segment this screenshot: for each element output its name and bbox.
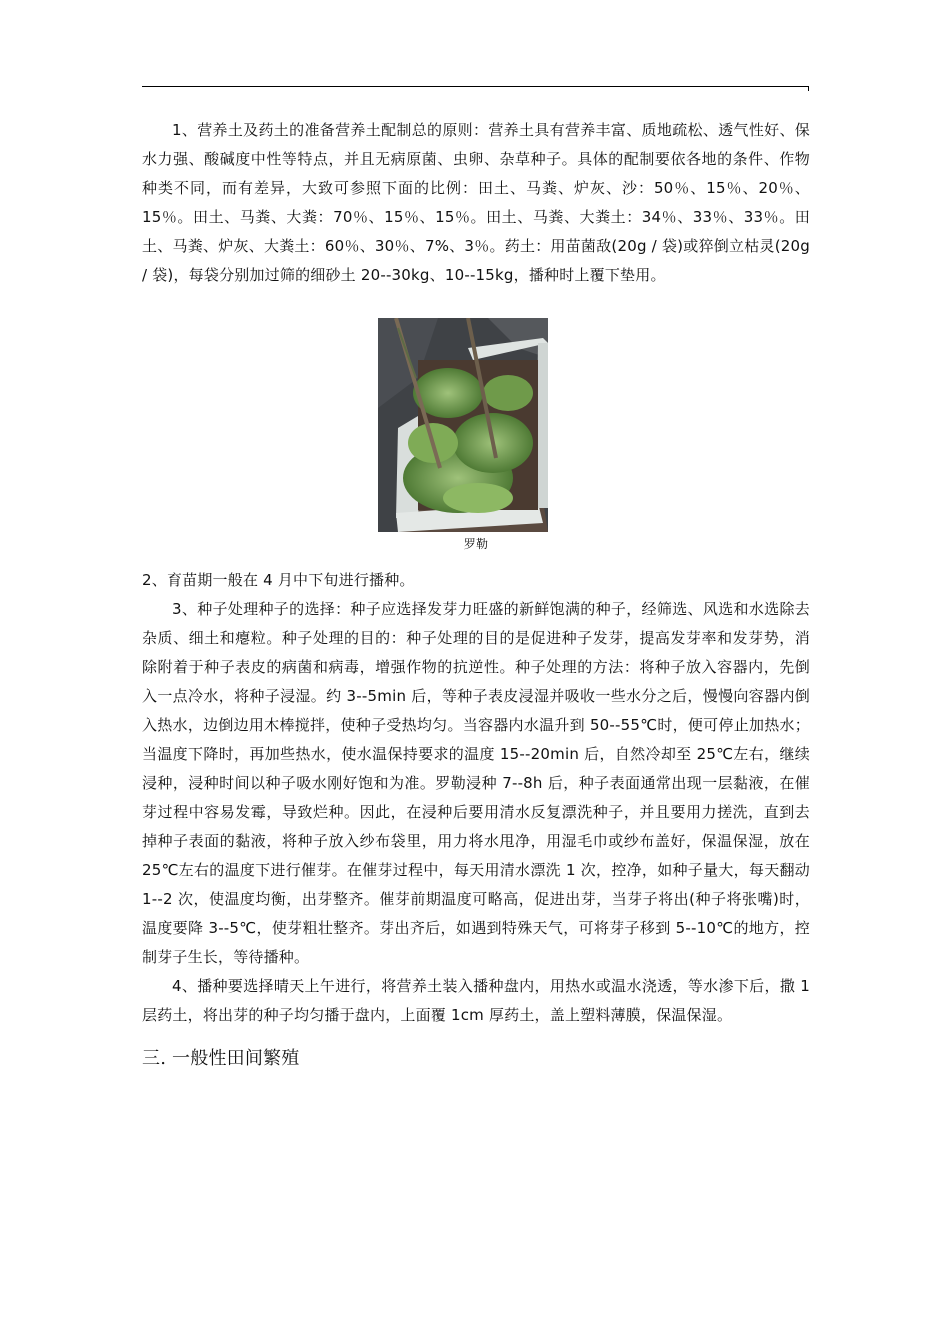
basil-photo: [378, 318, 548, 532]
paragraph-nutrient-soil: 1、营养土及药土的准备营养土配制总的原则：营养土具有营养丰富、质地疏松、透气性好、保水力强、酸碱度中性等特点，并且无病原菌、虫卵、杂草种子。具体的配制要依各地的条件、作物种类不同，而有差异，大致可参照下面的比例：田土、马粪、炉灰、沙：50％、15％、20％、15％。田土、马粪、大粪：70％、15％、15％。田土、马粪、大粪土：34％、33％、33％。田土、马粪、炉灰、大粪土：60％、30％、7%、3％。药土：用苗菌敌(20g / 袋)或猝倒立枯灵(20g / 袋)，每袋分别加过筛的细砂土 20--30kg、10--15kg，播种时上覆下垫用。: [142, 121, 810, 284]
document-body: [142, 116, 810, 1074]
basil-planter-image: [378, 318, 548, 532]
section-heading: 三. 一般性田间繁殖: [142, 1048, 300, 1069]
figure-basil: [142, 296, 810, 566]
paragraph-seed-treatment: 3、种子处理种子的选择：种子应选择发芽力旺盛的新鲜饱满的种子，经筛选、风选和水选除去杂质、细土和瘪粒。种子处理的目的：种子处理的目的是促进种子发芽，提高发芽率和发芽势，消除附着于种子表皮的病菌和病毒，增强作物的抗逆性。种子处理的方法：将种子放入容器内，先倒入一点冷水，将种子浸湿。约 3--5min 后，等种子表皮浸湿并吸收一些水分之后，慢慢向容器内倒入热水，边倒边用木棒搅拌，使种子受热均匀。当容器内水温升到 50--55℃时，便可停止加热水；当温度下降时，再加些热水，使水温保持要求的温度 15--20min 后，自然冷却至 25℃左右，继续浸种，浸种时间以种子吸水刚好饱和为准。罗勒浸种 7--8h 后，种子表面通常出现一层黏液，在催芽过程中容易发霉，导致烂种。因此，在浸种后要用清水反复漂洗种子，并且要用力搓洗，直到去掉种子表面的黏液，将种子放入纱布袋里，用力将水甩净，用湿毛巾或纱布盖好，保温保湿，放在 25℃左右的温度下进行催芽。在催芽过程中，每天用清水漂洗 1 次，控净，如种子量大，每天翻动 1--2 次，使温度均衡，出芽整齐。催芽前期温度可略高，促进出芽，当芽子将出(种子将张嘴)时，温度要降 3--5℃，使芽粗壮整齐。芽出齐后，如遇到特殊天气，可将芽子移到 5--10℃的地方，控制芽子生长，等待播种。: [142, 600, 810, 966]
header-rule: [142, 86, 808, 87]
header-rule-tick: [808, 86, 809, 91]
paragraph-sowing: 4、播种要选择晴天上午进行，将营养土装入播种盘内，用热水或温水浇透，等水渗下后，撒 1 层药土，将出芽的种子均匀播于盘内，上面覆 1cm 厚药土，盖上塑料薄膜，保温保湿。: [142, 977, 810, 1024]
figure-caption: 罗勒: [463, 537, 489, 551]
paragraph-seedling-period: 2、育苗期一般在 4 月中下旬进行播种。: [142, 571, 415, 589]
